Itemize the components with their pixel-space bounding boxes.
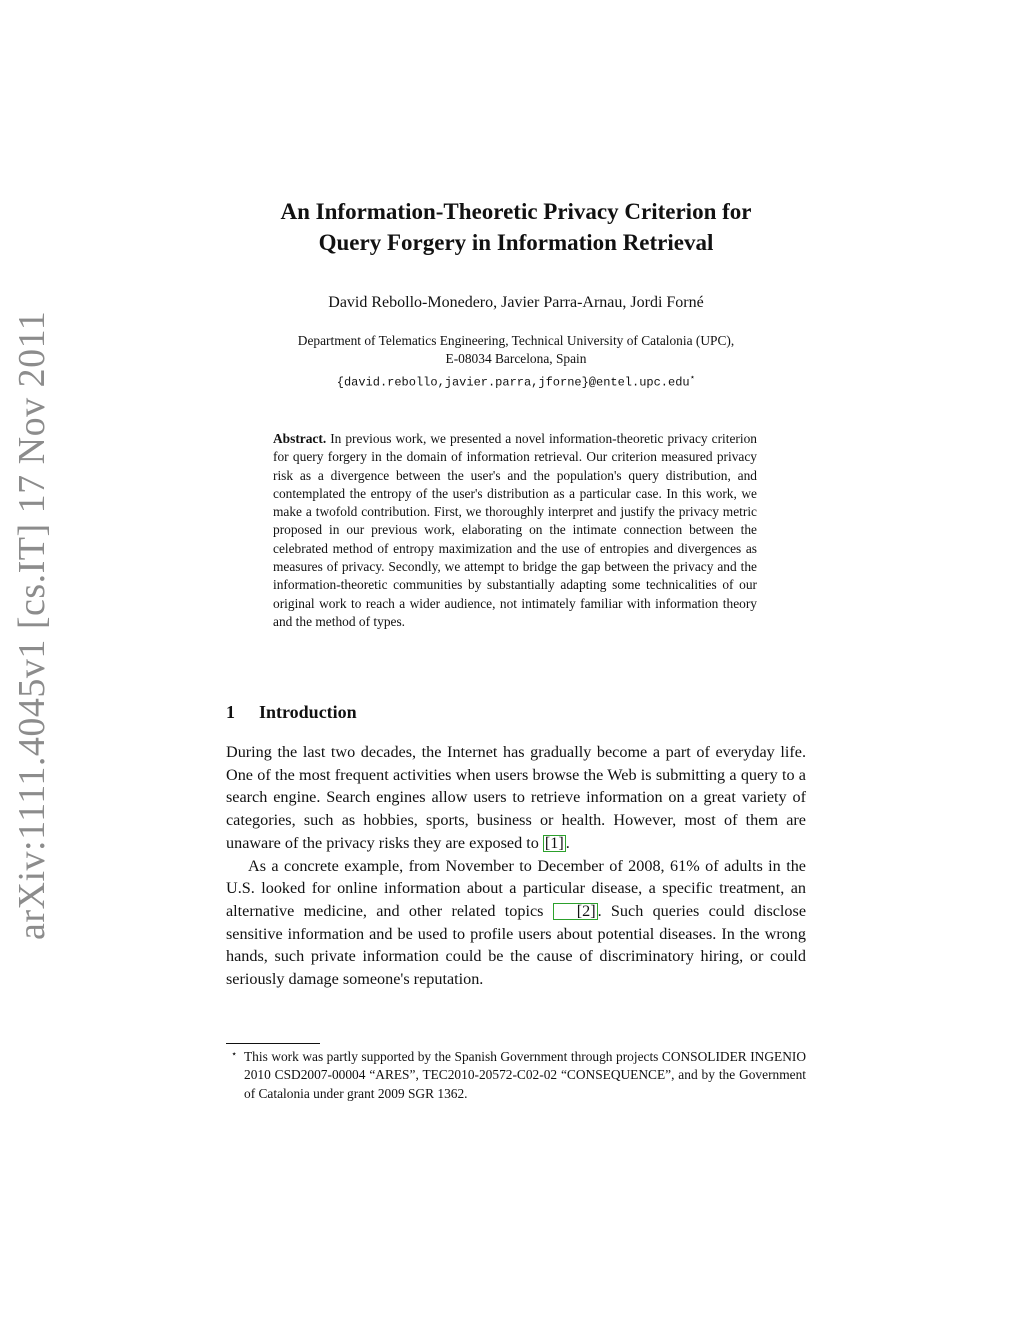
title-line-2: Query Forgery in Information Retrieval [318, 230, 714, 255]
email-footnote-mark: ⋆ [689, 372, 696, 382]
affiliation-line-2: E-08034 Barcelona, Spain [445, 351, 587, 366]
citation-link-1[interactable]: [1] [544, 833, 564, 852]
section-body [226, 741, 806, 991]
paragraph-2-text: As a concrete example, from November to December of 2008, 61% of adults in the U.S. looked for online information about a particular disease, a specific treatment, an alternative medicine, and other related topics [226, 856, 806, 920]
paper-title [226, 196, 806, 258]
footnote-divider [226, 1043, 320, 1044]
paragraph-1-text: During the last two decades, the Internet has gradually become a part of everyday life. One of the most frequent activities when users browse the Web is submitting a query to a search engine. Search engines allow users to retrieve information on a great variety of categories, such as hobbies, sports, business or health. However, most of them are unaware of the privacy risks they are exposed to [226, 743, 806, 852]
funding-footnote [231, 1048, 806, 1103]
citation-link-2[interactable]: [2] [553, 903, 598, 920]
author-emails[interactable]: {david.rebollo,javier.parra,jforne}@entel.upc.edu [336, 375, 690, 390]
arxiv-identifier-stamp: arXiv:1111.4045v1 [cs.IT] 17 Nov 2011 [11, 310, 53, 940]
paragraph-1 [226, 741, 806, 855]
abstract [273, 430, 757, 631]
abstract-label: Abstract. [273, 431, 327, 446]
paragraph-2-end: . Such queries could disclose sensitive information and be used to profile users about potential diseases. In the wrong hands, such private information could be the cause of discriminatory hiring, or could seriously damage someone's reputation. [226, 901, 807, 989]
abstract-text: In previous work, we presented a novel information-theoretic privacy criterion for query forgery in the domain of information retrieval. Our criterion measured privacy risk as a divergence between the user's and the population's query distribution, and contemplated the entropy of the user's distribution as a particular case. In this work, we make a twofold contribution. First, we thoroughly interpret and justify the privacy metric proposed in our previous work, elaborating on the intimate connection between the celebrated method of entropy maximization and the use of entropies and divergences as measures of privacy. Secondly, we attempt to bridge the gap between the privacy and the information-theoretic communities by substantially adapting some technicalities of our original work to reach a wider audience, not intimately familiar with information theory and the method of types. [273, 431, 757, 629]
affiliation-block [226, 332, 806, 391]
paragraph-1-end: . [565, 833, 570, 852]
section-number: 1 [226, 702, 235, 722]
email-line [226, 368, 806, 391]
section-title: Introduction [259, 702, 357, 722]
section-heading [226, 702, 357, 723]
footnote-mark: ⋆ [231, 1049, 238, 1060]
affiliation-line-1: Department of Telematics Engineering, Technical University of Catalonia (UPC), [297, 333, 735, 348]
author-list: David Rebollo-Monedero, Javier Parra-Arnau, Jordi Forné [328, 294, 704, 311]
title-line-1: An Information-Theoretic Privacy Criterion for [280, 199, 752, 224]
footnote-text: This work was partly supported by the Spanish Government through projects CONSOLIDER INGENIO 2010 CSD2007-00004 “ARES”, TEC2010-20572-C02-02 “CONSEQUENCE”, and by the Government of Catalonia under grant 2009 SGR 1362. [244, 1049, 806, 1101]
paragraph-2 [226, 855, 806, 991]
